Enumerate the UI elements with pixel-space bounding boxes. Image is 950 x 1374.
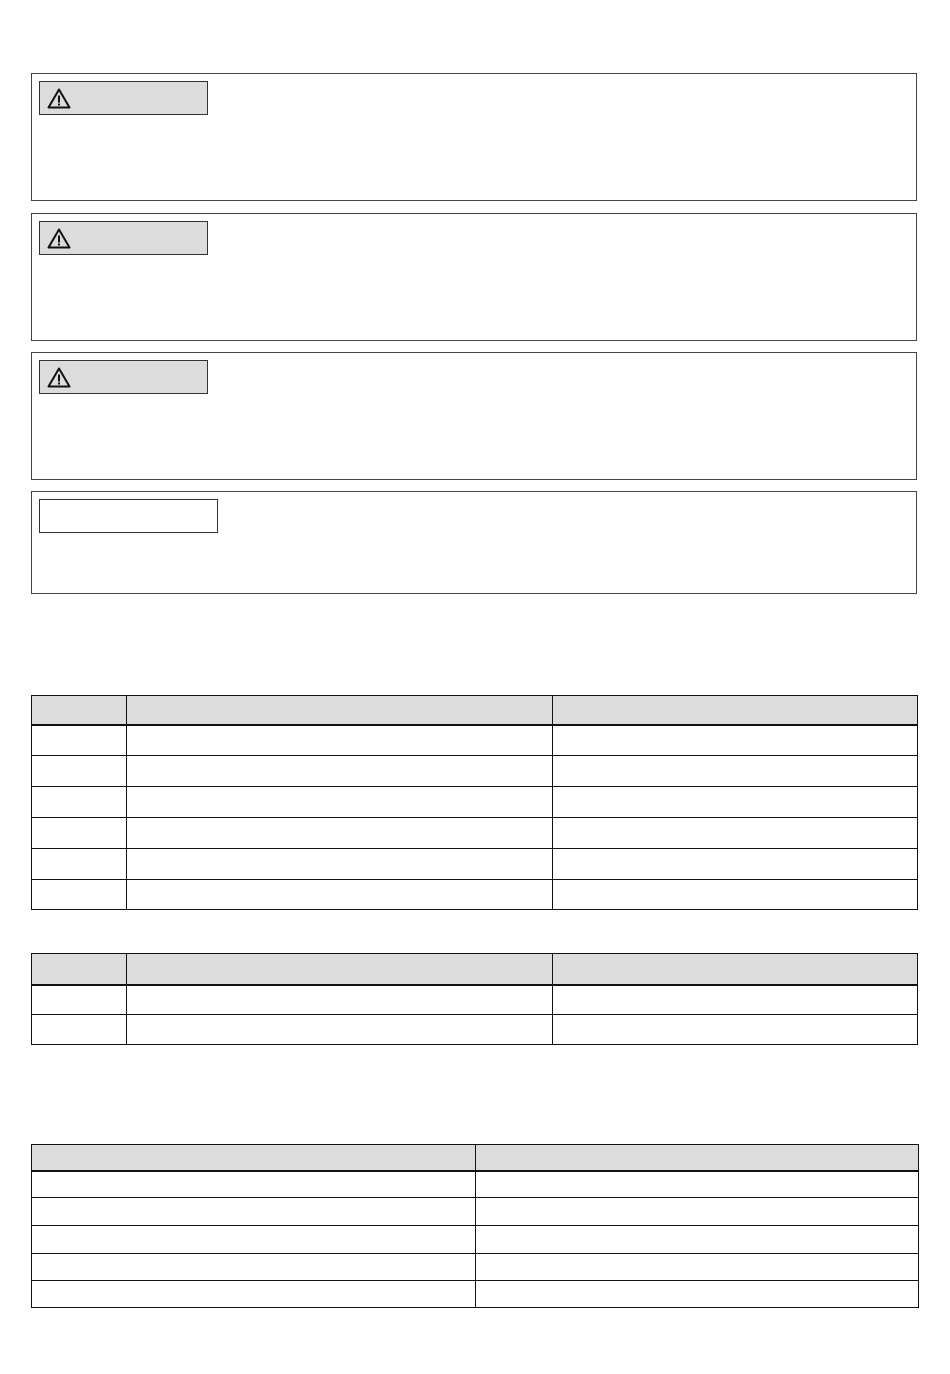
table-cell bbox=[553, 985, 918, 1015]
table-cell bbox=[32, 1171, 476, 1198]
table-cell bbox=[553, 725, 918, 756]
table-cell bbox=[127, 1015, 553, 1045]
table-cell bbox=[127, 880, 553, 910]
table-cell bbox=[127, 985, 553, 1015]
table-row bbox=[32, 1198, 919, 1226]
table-header-cell bbox=[476, 1145, 919, 1171]
table-row bbox=[32, 1226, 919, 1254]
table-header-cell bbox=[553, 954, 918, 985]
table-header-row bbox=[32, 954, 918, 985]
table-cell bbox=[476, 1281, 919, 1308]
table-cell bbox=[32, 849, 127, 880]
warning-triangle-icon bbox=[47, 367, 71, 388]
table-cell bbox=[32, 756, 127, 787]
table-cell bbox=[32, 1254, 476, 1281]
table-row bbox=[32, 787, 918, 818]
table-cell bbox=[32, 1226, 476, 1254]
table-header-cell bbox=[32, 1145, 476, 1171]
table-cell bbox=[127, 756, 553, 787]
table-cell bbox=[32, 1281, 476, 1308]
warning-box-3 bbox=[31, 352, 917, 480]
warning-label-2 bbox=[39, 221, 208, 255]
table-row bbox=[32, 985, 918, 1015]
table-row bbox=[32, 1171, 919, 1198]
warning-label-1 bbox=[39, 81, 208, 115]
table-cell bbox=[553, 787, 918, 818]
warning-box-1 bbox=[31, 73, 917, 201]
table-row bbox=[32, 1254, 919, 1281]
table-cell bbox=[553, 756, 918, 787]
table-cell bbox=[476, 1171, 919, 1198]
table-row bbox=[32, 725, 918, 756]
table-header-row bbox=[32, 696, 918, 725]
table-cell bbox=[127, 849, 553, 880]
table-row bbox=[32, 1015, 918, 1045]
table-cell bbox=[476, 1254, 919, 1281]
table-cell bbox=[553, 1015, 918, 1045]
table-row bbox=[32, 849, 918, 880]
table-cell bbox=[32, 725, 127, 756]
table-header-cell bbox=[32, 696, 127, 725]
table-cell bbox=[476, 1226, 919, 1254]
table-3 bbox=[31, 1144, 919, 1308]
warning-triangle-icon bbox=[47, 88, 71, 109]
table-row bbox=[32, 880, 918, 910]
note-label bbox=[39, 499, 218, 533]
table-cell bbox=[32, 880, 127, 910]
table-header-cell bbox=[127, 696, 553, 725]
table-cell bbox=[127, 818, 553, 849]
table-1 bbox=[31, 695, 918, 910]
table-row bbox=[32, 818, 918, 849]
table-header-cell bbox=[32, 954, 127, 985]
table-cell bbox=[32, 787, 127, 818]
table-row bbox=[32, 1281, 919, 1308]
table-cell bbox=[553, 818, 918, 849]
table-cell bbox=[32, 1198, 476, 1226]
table-cell bbox=[553, 880, 918, 910]
table-2 bbox=[31, 953, 918, 1045]
table-cell bbox=[127, 787, 553, 818]
warning-box-2 bbox=[31, 213, 917, 341]
table-row bbox=[32, 756, 918, 787]
table-header-cell bbox=[127, 954, 553, 985]
table-cell bbox=[32, 818, 127, 849]
table-cell bbox=[127, 725, 553, 756]
table-cell bbox=[32, 985, 127, 1015]
warning-label-3 bbox=[39, 360, 208, 394]
warning-triangle-icon bbox=[47, 228, 71, 249]
note-box bbox=[31, 491, 917, 594]
table-cell bbox=[553, 849, 918, 880]
table-header-row bbox=[32, 1145, 919, 1171]
table-cell bbox=[476, 1198, 919, 1226]
table-cell bbox=[32, 1015, 127, 1045]
table-header-cell bbox=[553, 696, 918, 725]
